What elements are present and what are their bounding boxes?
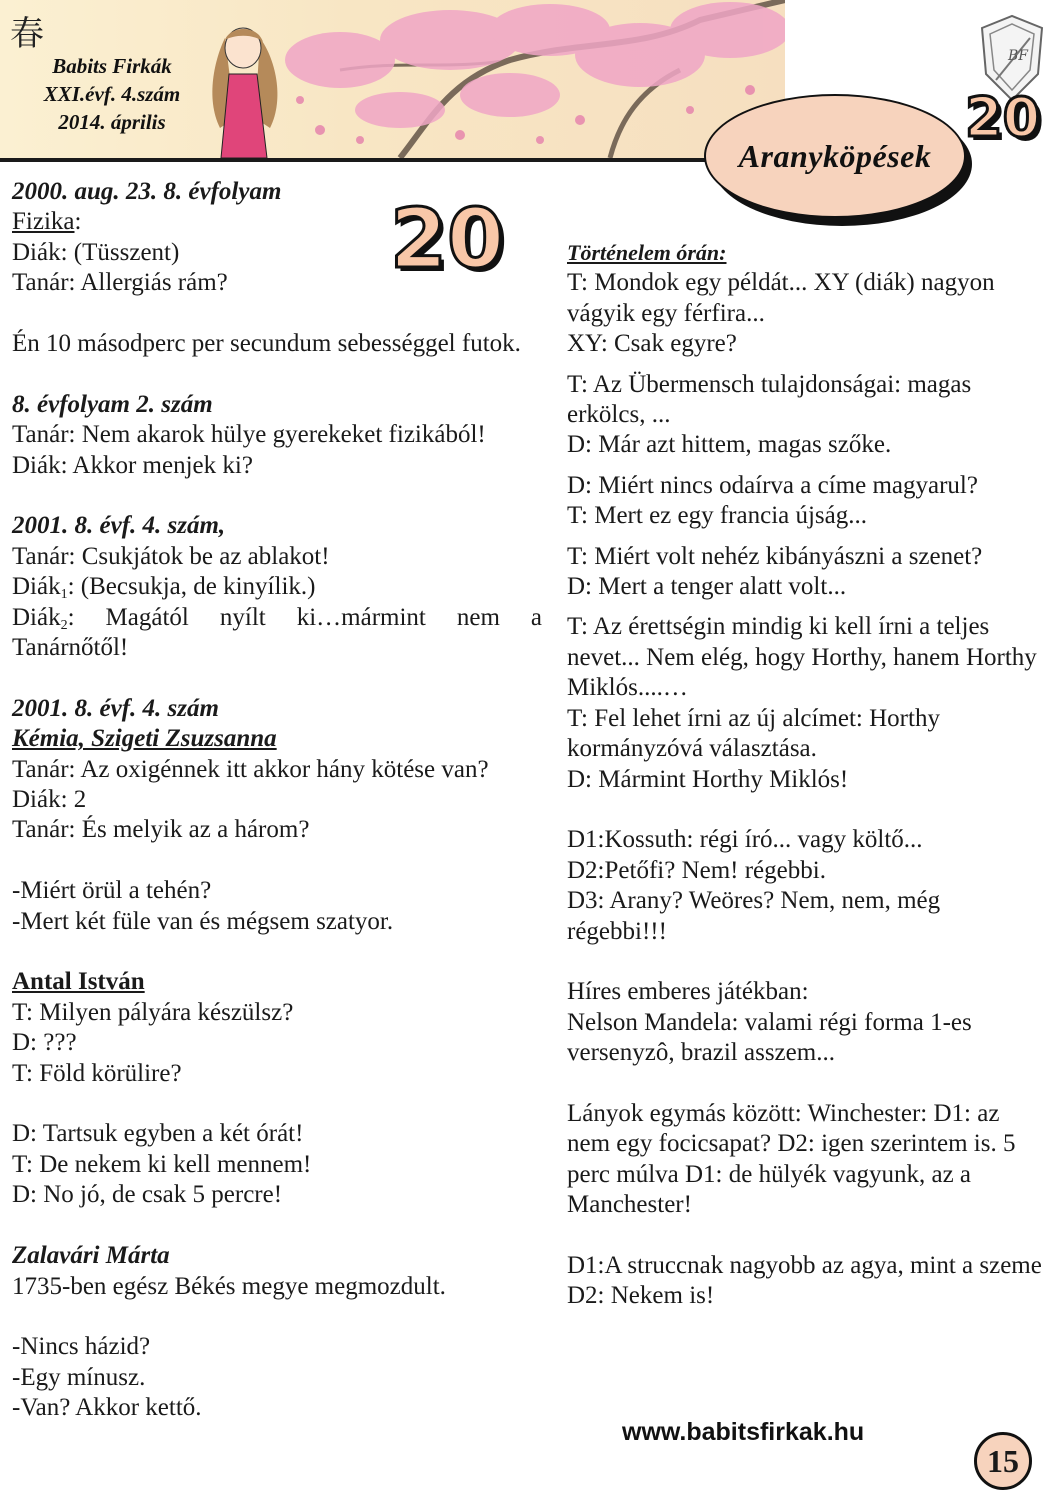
quote-block-r1 [567, 268, 1042, 359]
quote-block-r2 [567, 370, 1042, 461]
dialogue-line: D: Miért nincs odaírva a címe magyarul? [567, 471, 978, 499]
section-subtitle: Történelem órán: [567, 240, 727, 265]
dialogue-line: -Van? Akkor kettő. [12, 1394, 202, 1422]
masthead [22, 52, 202, 136]
dialogue-line: Híres emberes játékban: [567, 978, 809, 1006]
quote-block-r7 [567, 977, 1042, 1068]
quote-block-r8: Lányok egymás között: Winchester: D1: az nem egy focicsapat? D2: igen szerintem is. 5 perc múlva D1: de hülyék vagyunk, az a Manchester! [567, 1099, 1016, 1219]
quote-block-1 [12, 177, 542, 299]
quote-block-r5 [567, 612, 1042, 794]
dialogue-line: Diák: Akkor menjek ki? [12, 451, 253, 479]
block-heading: 8. évfolyam 2. szám [12, 390, 213, 418]
dialogue-line: T: Az Übermensch tulajdonságai: magas erkölcs, ... [567, 370, 972, 429]
crest-letters: BF [1008, 48, 1029, 64]
dialogue-line: D: Mert a tenger alatt volt... [567, 573, 847, 601]
dialogue-line: D1:Kossuth: régi író... vagy költő... [567, 826, 923, 854]
quote-block-r6 [567, 825, 1042, 947]
quote-block-9 [12, 1241, 542, 1302]
dialogue-line: Nelson Mandela: valami régi forma 1-es versenyzô, brazil asszem... [567, 1008, 972, 1067]
section-title-bubble [704, 94, 966, 218]
dialogue-line: -Nincs házid? [12, 1333, 151, 1361]
masthead-issue: XXI.évf. 4.szám [43, 82, 181, 106]
dialogue-line: T: De nekem ki kell mennem! [12, 1150, 312, 1178]
dialogue-line: D: Mármint Horthy Miklós! [567, 765, 849, 793]
quote-block-r3 [567, 471, 1042, 532]
dialogue-line: XY: Csak egyre? [567, 330, 737, 358]
dialogue-line: T: Fel lehet írni az új alcímet: Horthy kormányzóvá választása. [567, 704, 940, 763]
dialogue-line: -Miért örül a tehén? [12, 877, 212, 905]
dialogue-line: 1735-ben egész Békés megye megmozdult. [12, 1272, 446, 1300]
page-number: 15 [974, 1432, 1032, 1490]
subject-label: Fizika [12, 208, 75, 236]
left-column [12, 177, 542, 1424]
dialogue-line: Tanár: Nem akarok hülye gyerekeket fizikából! [12, 421, 486, 449]
block-heading: Zalavári Márta [12, 1242, 170, 1270]
dialogue-line: T: Az érettségin mindig ki kell írni a teljes nevet... Nem elég, hogy Horthy, hanem Horthy Miklós....… [567, 613, 1037, 702]
anniversary-badge-top: 20 [965, 86, 1041, 149]
dialogue-line: D2: Nekem is! [567, 1282, 715, 1310]
dialogue-line: Diák: 2 [12, 786, 87, 814]
dialogue-line: T: Mert ez egy francia újság... [567, 502, 868, 530]
dialogue-line: Diák$_2$: Magától nyílt ki…mármint nem a [12, 603, 542, 633]
quote-block-6 [12, 876, 542, 937]
quote-block-7 [12, 967, 542, 1089]
right-column [567, 238, 1042, 1312]
dialogue-line: Diák$_1$: (Becsukja, de kinyílik.) [12, 573, 316, 603]
masthead-title: Babits Firkák [52, 54, 172, 78]
dialogue-line: D2:Petőfi? Nem! régebbi. [567, 856, 826, 884]
dialogue-line: D: ??? [12, 1029, 77, 1057]
block-heading: 2001. 8. évf. 4. szám [12, 694, 219, 722]
block-heading: Antal István [12, 968, 145, 996]
dialogue-line: D1:A struccnak nagyobb az agya, mint a szeme [567, 1251, 1042, 1279]
dialogue-line: T: Mondok egy példát... XY (diák) nagyon vágyik egy férfira... [567, 269, 995, 327]
block-heading: 2000. aug. 23. 8. évfolyam [12, 178, 282, 205]
block-heading: 2001. 8. évf. 4. szám, [12, 512, 226, 540]
dialogue-line: D: Tartsuk egyben a két órát! [12, 1120, 304, 1148]
quote-block-8 [12, 1119, 542, 1210]
masthead-date: 2014. április [58, 110, 166, 134]
dialogue-line: Tanár: Az oxigénnek itt akkor hány kötése van? [12, 755, 489, 783]
dialogue-line: -Egy mínusz. [12, 1363, 146, 1391]
cherry-blossom-illustration [280, 0, 785, 158]
dialogue-line: T: Milyen pályára készülsz? [12, 998, 294, 1026]
girl-illustration [195, 18, 290, 158]
dialogue-line: Tanár: Allergiás rám? [12, 269, 228, 297]
dialogue-line: D3: Arany? Weöres? Nem, nem, még régebbi!!! [567, 887, 941, 945]
kanji-spring: 春 [10, 16, 44, 53]
block-subheading: Kémia, Szigeti Zsuzsanna [12, 725, 277, 753]
anniversary-badge-middle: 20 [390, 192, 505, 287]
dialogue-line: -Mert két füle van és mégsem szatyor. [12, 907, 394, 935]
dialogue-line: D: Már azt hittem, magas szőke. [567, 431, 892, 459]
dialogue-line: T: Miért volt nehéz kibányászni a szenet? [567, 542, 983, 570]
subject-colon: : [74, 208, 82, 236]
quote-block-r4 [567, 542, 1042, 603]
quote-block-4 [12, 511, 542, 663]
quote-block-3 [12, 390, 542, 481]
subject-line [12, 207, 542, 237]
dialogue-line: D: No jó, de csak 5 percre! [12, 1181, 283, 1209]
dialogue-line: Diák: (Tüsszent) [12, 238, 180, 266]
quote-block-2: Én 10 másodperc per secundum sebességgel futok. [12, 330, 521, 358]
dialogue-line: Tanár: És melyik az a három? [12, 816, 310, 844]
dialogue-line: Tanár: Csukjátok be az ablakot! [12, 542, 330, 570]
website-url[interactable]: www.babitsfirkak.hu [622, 1418, 865, 1446]
header-banner [0, 0, 785, 162]
quote-block-10 [12, 1332, 542, 1423]
dialogue-line: Tanárnőtől! [12, 634, 129, 662]
quote-block-5 [12, 694, 542, 846]
dialogue-line: T: Föld körülire? [12, 1059, 182, 1087]
section-title: Aranyköpések [738, 137, 932, 174]
quote-block-r9 [567, 1251, 1042, 1312]
